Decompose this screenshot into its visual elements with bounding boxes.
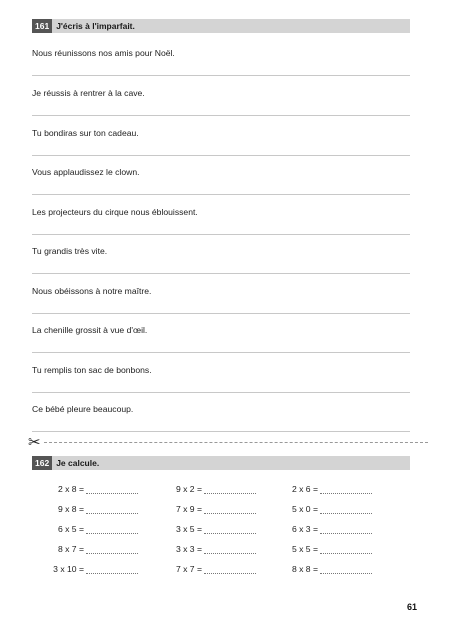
exercise-title: J'écris à l'imparfait. <box>56 21 135 31</box>
answer-line-1[interactable] <box>32 75 410 76</box>
cut-line <box>44 442 428 443</box>
page-number: 61 <box>406 602 417 612</box>
calc-expression: 7 x 7 = <box>175 564 202 574</box>
answer-line-8[interactable] <box>32 352 410 353</box>
calc-expression: 8 x 8 = <box>291 564 318 574</box>
exercise-162-header <box>32 456 410 470</box>
answer-line-10[interactable] <box>32 431 410 432</box>
calc-expression: 6 x 3 = <box>291 524 318 534</box>
calc-answer-blank[interactable] <box>320 493 372 494</box>
exercise-number-badge: 162 <box>32 456 52 470</box>
calc-expression: 8 x 7 = <box>57 544 84 554</box>
calc-answer-blank[interactable] <box>86 553 138 554</box>
sentence-7: Nous obéissons à notre maître. <box>32 286 152 296</box>
calc-expression: 5 x 5 = <box>291 544 318 554</box>
sentence-5: Les projecteurs du cirque nous éblouissent. <box>32 207 198 217</box>
sentence-4: Vous applaudissez le clown. <box>32 167 140 177</box>
calc-answer-blank[interactable] <box>204 493 256 494</box>
calc-answer-blank[interactable] <box>320 533 372 534</box>
calc-expression: 3 x 5 = <box>175 524 202 534</box>
calc-item <box>266 524 318 534</box>
calc-answer-blank[interactable] <box>86 573 138 574</box>
calc-item <box>266 504 318 514</box>
sentence-9: Tu remplis ton sac de bonbons. <box>32 365 152 375</box>
calc-item <box>32 504 84 514</box>
calc-expression: 6 x 5 = <box>57 524 84 534</box>
calc-item <box>32 484 84 494</box>
scissors-icon: ✂ <box>28 433 41 451</box>
answer-line-9[interactable] <box>32 392 410 393</box>
calc-expression: 3 x 3 = <box>175 544 202 554</box>
calc-answer-blank[interactable] <box>320 553 372 554</box>
sentence-6: Tu grandis très vite. <box>32 246 108 256</box>
sentence-3: Tu bondiras sur ton cadeau. <box>32 128 139 138</box>
calc-answer-blank[interactable] <box>86 513 138 514</box>
calc-answer-blank[interactable] <box>204 573 256 574</box>
calc-item <box>150 564 202 574</box>
exercise-161-header <box>32 19 410 33</box>
calc-answer-blank[interactable] <box>320 573 372 574</box>
calc-answer-blank[interactable] <box>204 553 256 554</box>
exercise-number-badge: 161 <box>32 19 52 33</box>
calc-expression: 5 x 0 = <box>291 504 318 514</box>
calc-item <box>266 484 318 494</box>
calc-answer-blank[interactable] <box>86 493 138 494</box>
calc-answer-blank[interactable] <box>86 533 138 534</box>
calc-expression: 3 x 10 = <box>53 564 84 574</box>
answer-line-6[interactable] <box>32 273 410 274</box>
calc-expression: 9 x 2 = <box>175 484 202 494</box>
calc-item <box>266 564 318 574</box>
calc-answer-blank[interactable] <box>320 513 372 514</box>
answer-line-4[interactable] <box>32 194 410 195</box>
calc-expression: 2 x 6 = <box>291 484 318 494</box>
calc-item <box>32 564 84 574</box>
calc-answer-blank[interactable] <box>204 533 256 534</box>
calc-item <box>32 544 84 554</box>
calc-item <box>266 544 318 554</box>
answer-line-3[interactable] <box>32 155 410 156</box>
calc-answer-blank[interactable] <box>204 513 256 514</box>
sentence-1: Nous réunissons nos amis pour Noël. <box>32 48 175 58</box>
exercise-title: Je calcule. <box>56 458 100 468</box>
calc-expression: 9 x 8 = <box>57 504 84 514</box>
calc-item <box>32 524 84 534</box>
calc-expression: 7 x 9 = <box>175 504 202 514</box>
sentence-2: Je réussis à rentrer à la cave. <box>32 88 145 98</box>
calc-item <box>150 544 202 554</box>
calc-item <box>150 484 202 494</box>
answer-line-5[interactable] <box>32 234 410 235</box>
answer-line-7[interactable] <box>32 313 410 314</box>
calc-expression: 2 x 8 = <box>57 484 84 494</box>
answer-line-2[interactable] <box>32 115 410 116</box>
sentence-10: Ce bébé pleure beaucoup. <box>32 404 134 414</box>
calc-item <box>150 504 202 514</box>
calc-item <box>150 524 202 534</box>
sentence-8: La chenille grossit à vue d'œil. <box>32 325 148 335</box>
